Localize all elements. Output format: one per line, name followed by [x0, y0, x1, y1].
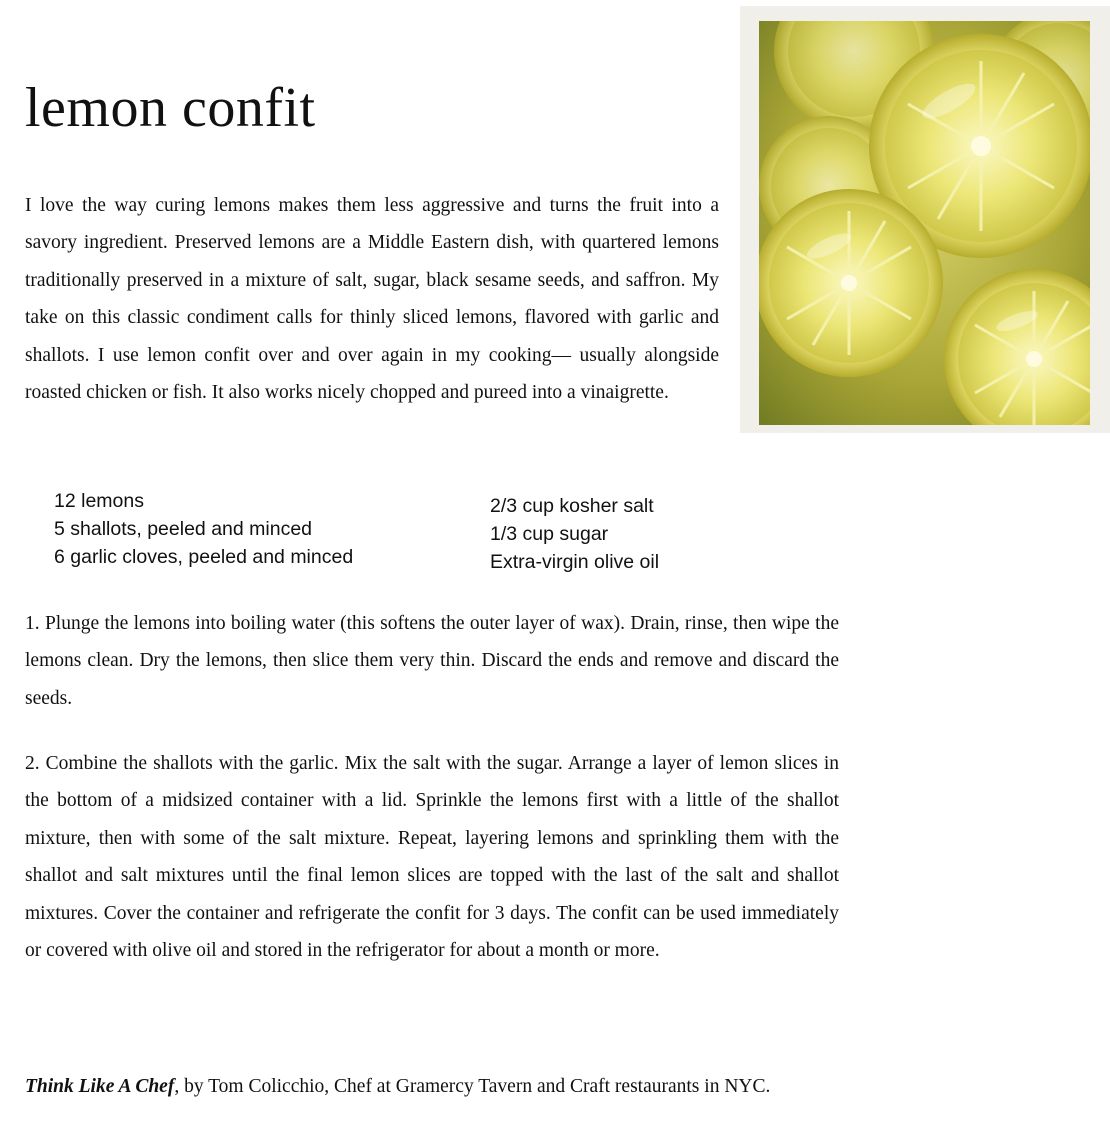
instruction-step-2: 2. Combine the shallots with the garlic. Mix the salt with the sugar. Arrange a layer of lemon slices in the bottom of a midsized container with a lid. Sprinkle the lemons first with a little of the shallot mixture, then with some of the salt mixture. Repeat, layering lemons and sprinkling them with the shallot and salt mixtures until the final lemon slices are topped with the last of the salt and shallot mixtures. Cover the container and refrigerate the confit for 3 days. The confit can be used immediately or covered with olive oil and stored in the refrigerator for about a month or more. [25, 753, 839, 962]
lemon-confit-photo [759, 21, 1090, 425]
ingredient-item: 6 garlic cloves, peeled and minced [54, 546, 354, 568]
ingredient-item: 12 lemons [54, 490, 144, 512]
ingredient-item: 1/3 cup sugar [490, 523, 609, 545]
recipe-title: lemon confit [25, 77, 316, 139]
lemon-confit-photo-frame [740, 6, 1110, 433]
source-credit [25, 1073, 770, 1101]
intro-paragraph: I love the way curing lemons makes them less aggressive and turns the fruit into a savory ingredient. Preserved lemons are a Middle Eastern dish, with quartered lemons traditionally preserved in a mixture of salt, sugar, black sesame seeds, and saffron. My take on this classic condiment calls for thinly sliced lemons, flavored with garlic and shallots. I use lemon confit over and over again in my cooking— usually alongside roasted chicken or fish. It also works nicely chopped and pureed into a vinaigrette. [25, 195, 719, 404]
ingredient-item: 2/3 cup kosher salt [490, 495, 654, 517]
ingredient-list-left [54, 487, 353, 571]
book-title: Think Like A Chef [25, 1076, 175, 1097]
lemon-slices-illustration [759, 21, 1090, 425]
credit-text: , by Tom Colicchio, Chef at Gramercy Tavern and Craft restaurants in NYC. [174, 1076, 771, 1097]
ingredient-item: 5 shallots, peeled and minced [54, 518, 313, 540]
ingredient-item: Extra-virgin olive oil [490, 551, 660, 573]
lemon-slice-left [759, 189, 943, 377]
instruction-step-1: 1. Plunge the lemons into boiling water (this softens the outer layer of wax). Drain, rinse, then wipe the lemons clean. Dry the lemons, then slice them very thin. Discard the ends and remove and discard the seeds. [25, 613, 839, 709]
ingredient-list-right [490, 492, 659, 576]
